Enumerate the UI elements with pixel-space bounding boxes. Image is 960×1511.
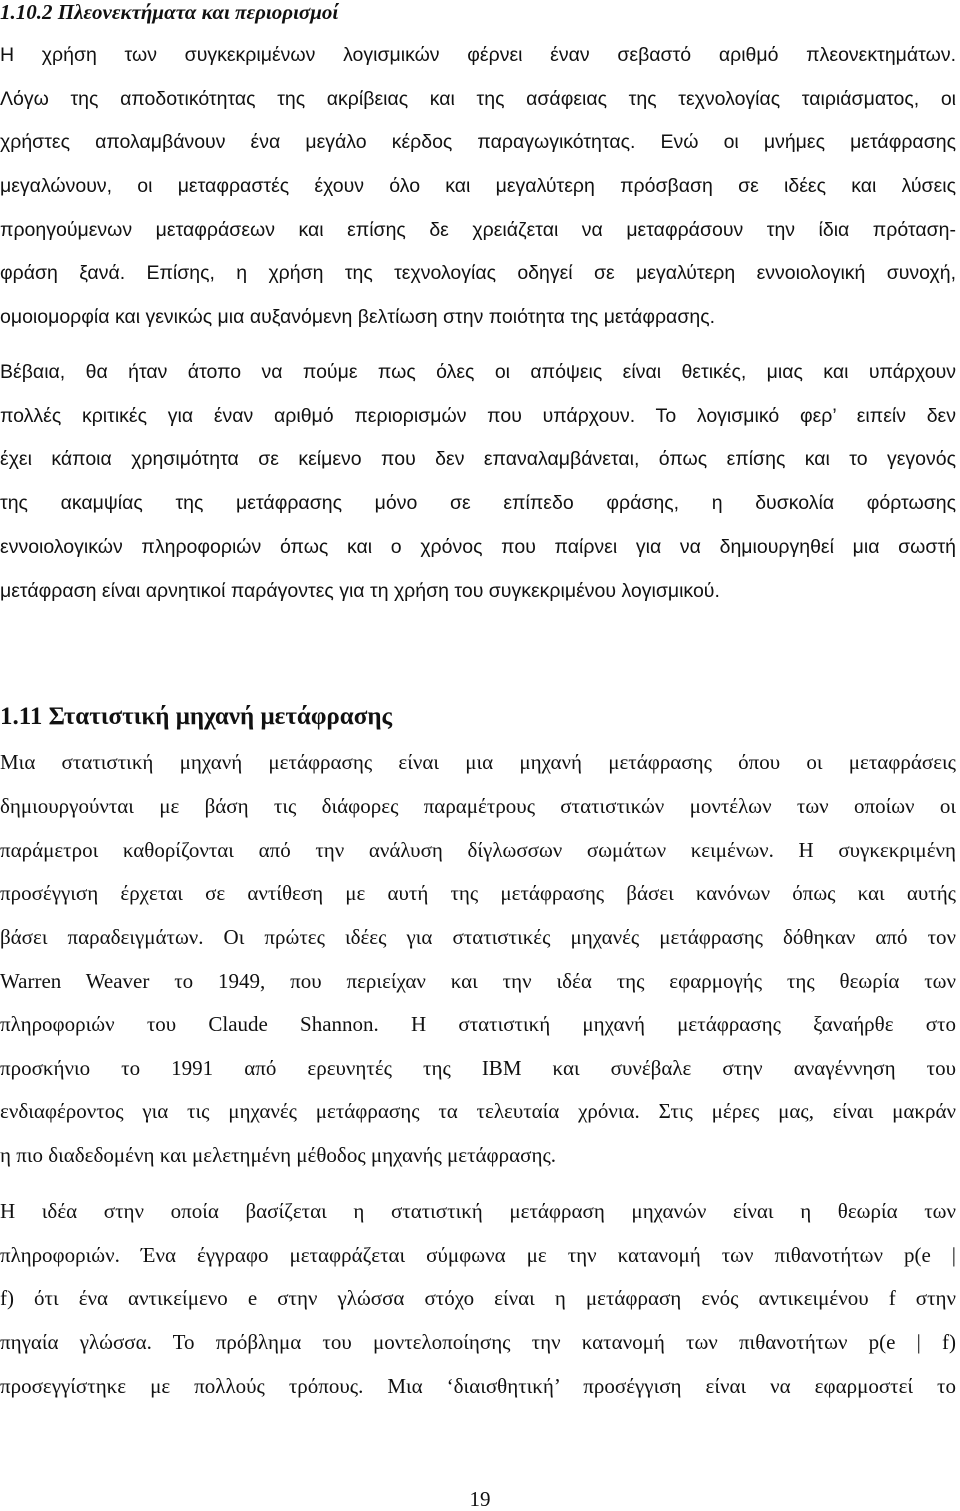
- paragraph-line: βάσει παραδειγμάτων. Οι πρώτες ιδέες για στατιστικές μηχανές μετάφρασης δόθηκαν από τον: [0, 925, 956, 949]
- paragraph-line: μετάφραση είναι αρνητικοί παράγοντες για τη χρήση του συγκεκριμένου λογισμικού.: [0, 580, 720, 602]
- subsection-heading: 1.10.2 Πλεονεκτήματα και περιορισμοί: [0, 0, 339, 24]
- paragraph-line: ομοιομορφία και γενικώς μια αυξανόμενη βελτίωση στην ποιότητα της μετάφρασης.: [0, 306, 716, 328]
- paragraph-line: πληροφοριών. Ένα έγγραφο μεταφράζεται σύμφωνα με την κατανομή των πιθανοτήτων p(e |: [0, 1243, 956, 1267]
- paragraph-line: ενδιαφέροντος για τις μηχανές μετάφρασης τα τελευταία χρόνια. Στις μέρες μας, είναι μακράν: [0, 1099, 956, 1123]
- paragraph-line: Βέβαια, θα ήταν άτοπο να πούμε πως όλες οι απόψεις είναι θετικές, μιας και υπάρχουν: [0, 361, 956, 383]
- paragraph-line: Warren Weaver το 1949, που περιείχαν και την ιδέα της εφαρμογής της θεωρία των: [0, 969, 956, 993]
- paragraph-line: πολλές κριτικές για έναν αριθμό περιορισμών που υπάρχουν. Το λογισμικό φερ’ ειπείν δεν: [0, 405, 956, 427]
- section-heading: 1.11 Στατιστική μηχανή μετάφρασης: [0, 703, 393, 730]
- paragraph-line: η πιο διαδεδομένη και μελετημένη μέθοδος μηχανής μετάφρασης.: [0, 1143, 557, 1167]
- paragraph-line: προσέγγιση έρχεται σε αντίθεση με αυτή της μετάφρασης βάσει κανόνων όπως και αυτής: [0, 881, 956, 905]
- paragraph-line: πληροφοριών του Claude Shannon. Η στατιστική μηχανή μετάφρασης ξαναήρθε στο: [0, 1012, 956, 1036]
- paragraph-line: προηγούμενων μεταφράσεων και επίσης δε χρειάζεται να μεταφράσουν την ίδια πρόταση-: [0, 219, 956, 241]
- paragraph-line: φράση ξανά. Επίσης, η χρήση της τεχνολογίας οδηγεί σε μεγαλύτερη εννοιολογική συνοχή,: [0, 262, 956, 284]
- paragraph-line: προσεγγίστηκε με πολλούς τρόπους. Μια ‘διαισθητική’ προσέγγιση είναι να εφαρμοστεί το: [0, 1374, 956, 1398]
- paragraph-line: f) ότι ένα αντικείμενο e στην γλώσσα στόχο είναι η μετάφραση ενός αντικειμένου f στην: [0, 1286, 956, 1310]
- paragraph-line: Η χρήση των συγκεκριμένων λογισμικών φέρνει έναν σεβαστό αριθμό πλεονεκτημάτων.: [0, 44, 956, 66]
- paragraph-line: πηγαία γλώσσα. Το πρόβλημα του μοντελοποίησης την κατανομή των πιθανοτήτων p(e | f): [0, 1330, 956, 1354]
- paragraph-line: Η ιδέα στην οποία βασίζεται η στατιστική μετάφραση μηχανών είναι η θεωρία των: [0, 1199, 956, 1223]
- paragraph-line: μεγαλώνουν, οι μεταφραστές έχουν όλο και μεγαλύτερη πρόσβαση σε ιδέες και λύσεις: [0, 175, 956, 197]
- paragraph-line: δημιουργούνται με βάση τις διάφορες παραμέτρους στατιστικών μοντέλων των οποίων οι: [0, 794, 956, 818]
- paragraph-line: Λόγω της αποδοτικότητας της ακρίβειας και της ασάφειας της τεχνολογίας ταιριάσματος, οι: [0, 88, 956, 110]
- paragraph-line: παράμετροι καθορίζονται από την ανάλυση δίγλωσσων σωμάτων κειμένων. Η συγκεκριμένη: [0, 838, 956, 862]
- paragraph-line: εννοιολογικών πληροφοριών όπως και ο χρόνος που παίρνει για να δημιουργηθεί μια σωστή: [0, 536, 956, 558]
- paragraph-line: χρήστες απολαμβάνουν ένα μεγάλο κέρδος παραγωγικότητας. Ενώ οι μνήμες μετάφρασης: [0, 131, 956, 153]
- page-number: 19: [469, 1487, 491, 1511]
- paragraph-line: Μια στατιστική μηχανή μετάφρασης είναι μια μηχανή μετάφρασης όπου οι μεταφράσεις: [0, 750, 956, 774]
- paragraph-line: έχει κάποια χρησιμότητα σε κείμενο που δεν επαναλαμβάνεται, όπως επίσης και το γεγονός: [0, 448, 956, 470]
- paragraph-line: προσκήνιο το 1991 από ερευνητές της IBM και συνέβαλε στην αναγέννηση του: [0, 1056, 956, 1080]
- paragraph-line: της ακαμψίας της μετάφρασης μόνο σε επίπεδο φράσης, η δυσκολία φόρτωσης: [0, 492, 956, 514]
